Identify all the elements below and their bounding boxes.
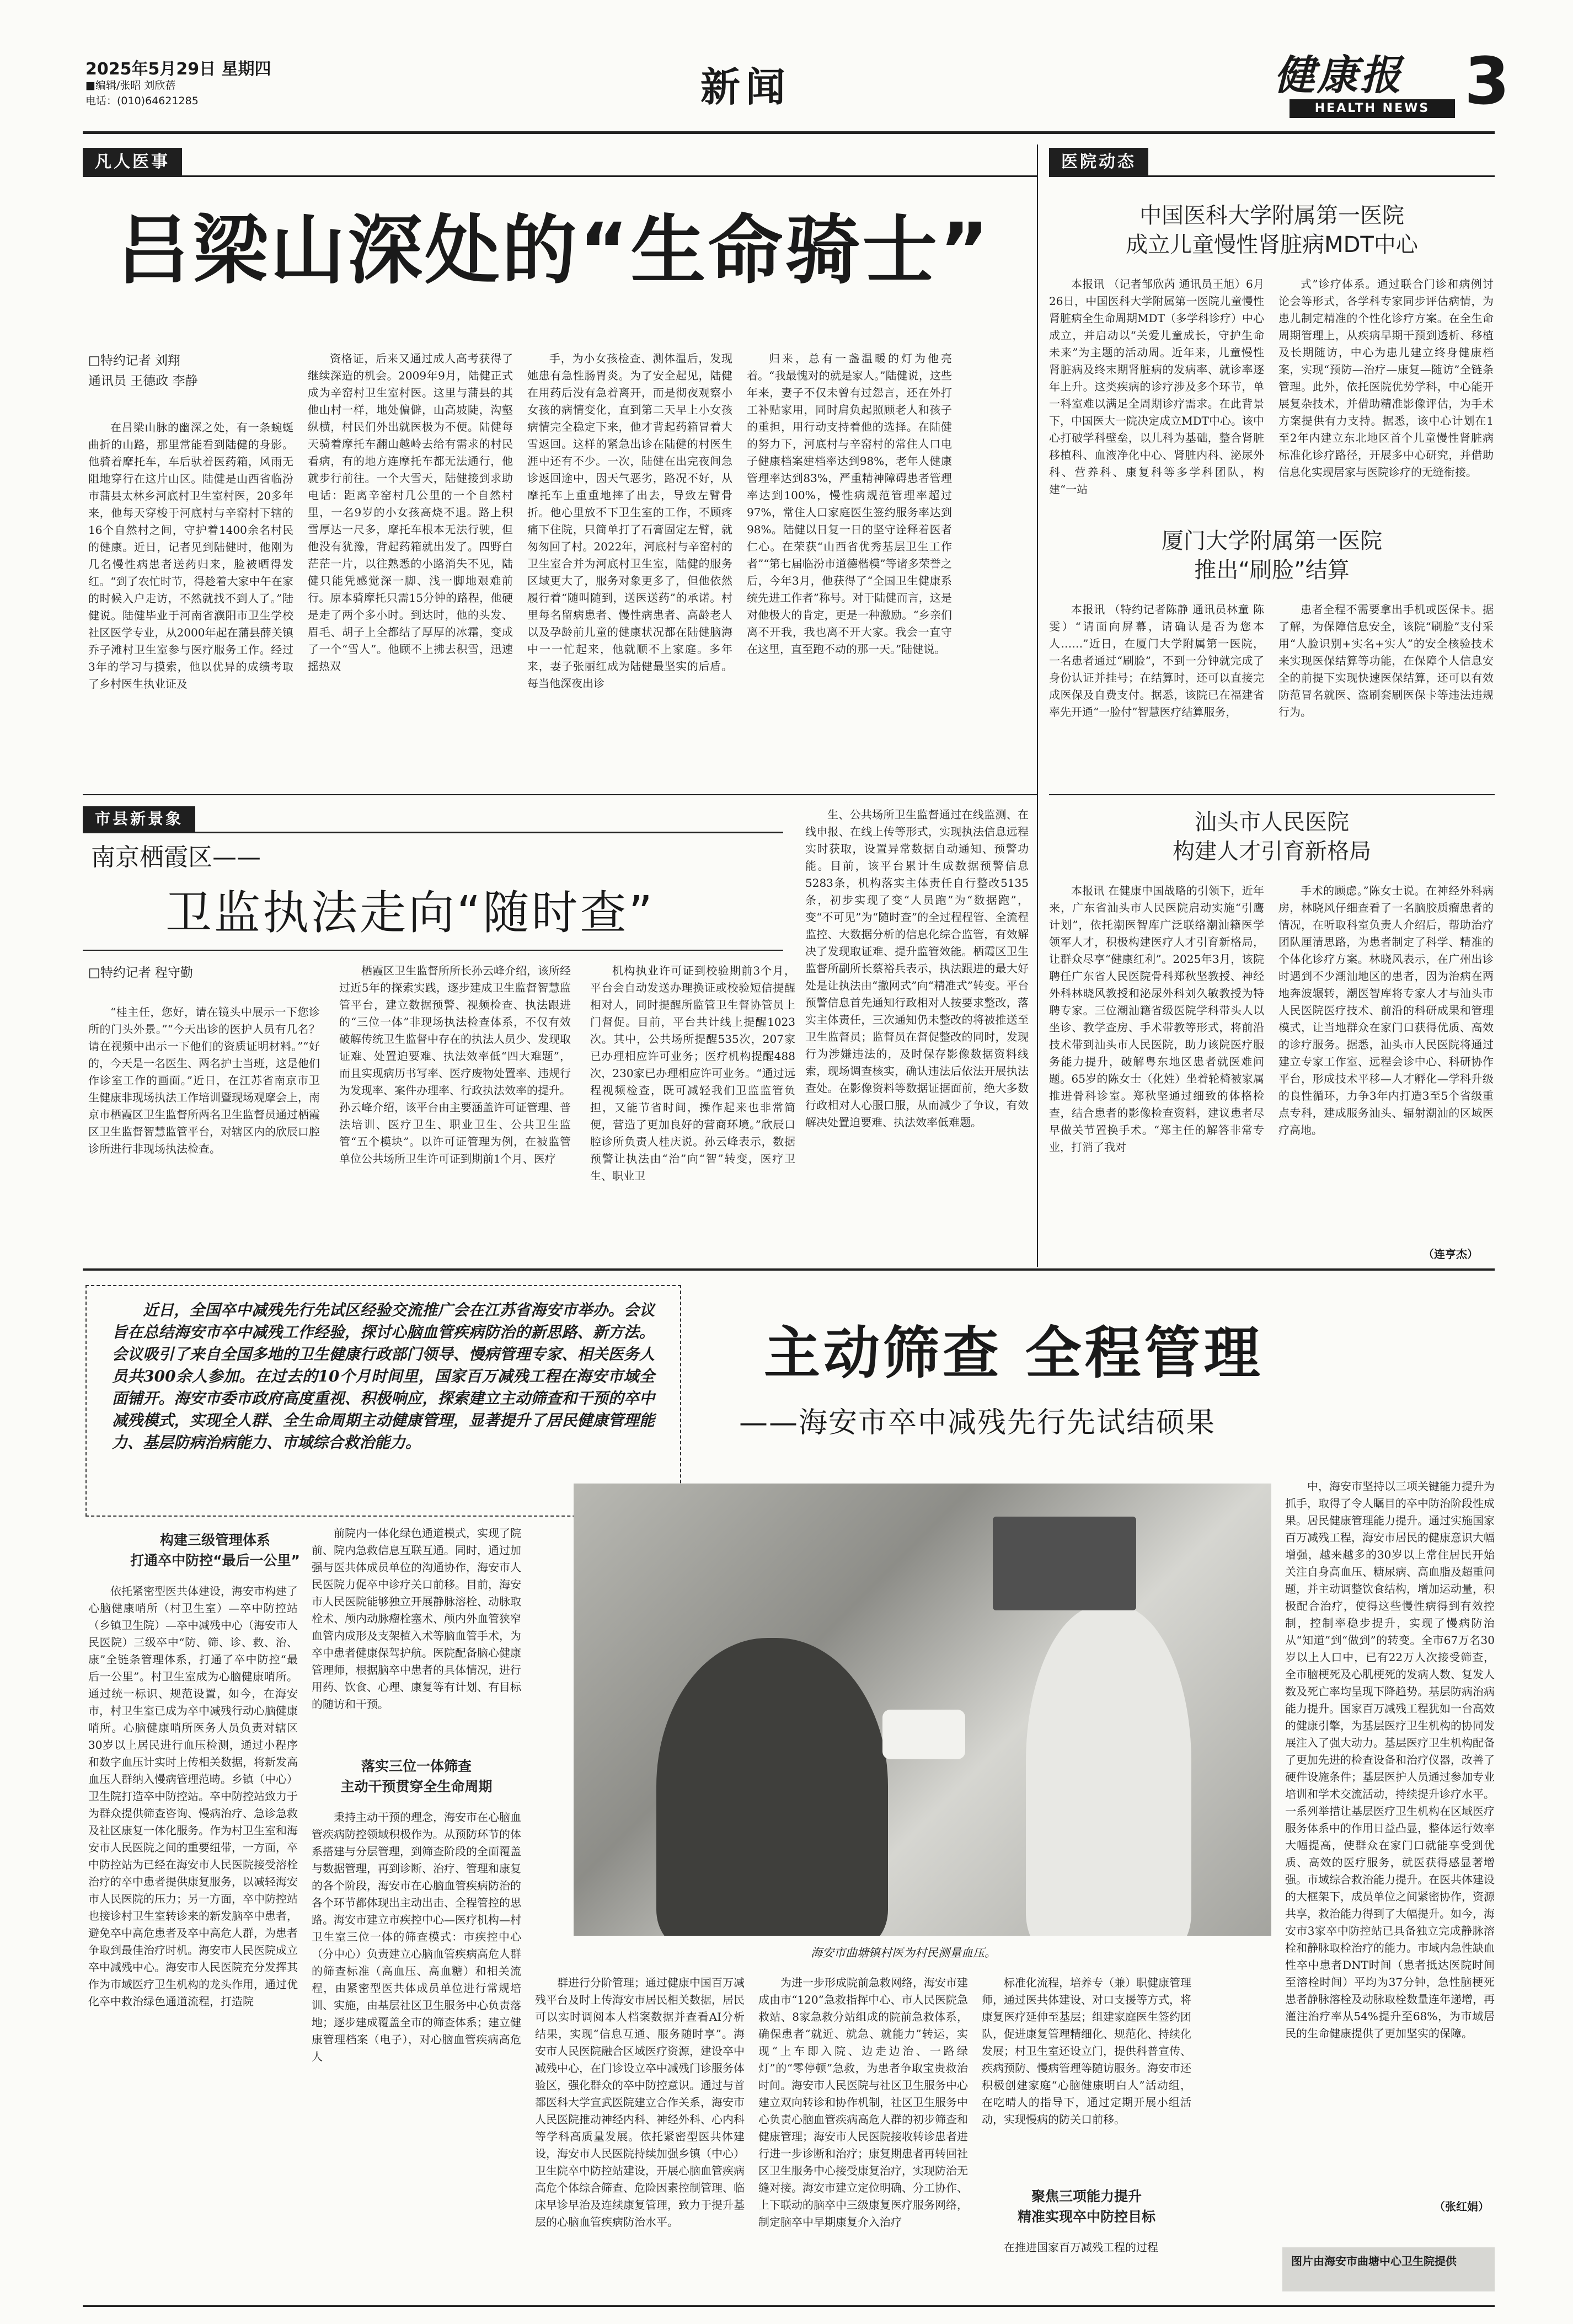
hospital2-headline-line1: 厦门大学附属第一医院 [1162,528,1382,554]
story4-column-b: 前院内一体化绿色通道模式，实现了院前、院内急救信息互联互通。同时，通过加强与医共体成员单位的沟通协作，海安市人民医院力促卒中诊疗关口前移。目前，海安市人民医院能够独立开展静脉溶栓、动脉取栓术、颅内动脉瘤栓塞术、颅内外血管狭窄血管内成形及支架植入术等脑血管手术，为卒中患者健康保驾护航。医院配备脑心健康管理师，根据脑卒中患者的具体情况，进行用药、饮食、心理、康复等有计划、有目标的随访和干预。 [312,1527,521,1711]
photo-patient-figure [656,1638,888,1936]
story4-subhead2-line2: 主动干预贯穿全生命周期 [340,1779,493,1795]
hospital1-column-2: 式”诊疗体系。通过联合门诊和病例讨论会等形式，各学科专家同步评估病情，为患儿制定精准的个性化诊疗方案。在全生命周期管理上，从疾病早期干预到透析、移植及长期随访，中心为患儿建立终身健康档案，实现“预防—治疗—康复—随访”全链条管理。此外，依托医院优势学科，中心能开展复杂技术，并借助精准影像评估，为手术方案提供有力支持。据悉，该中心计划在1至2年内建立东北地区首个儿童慢性肾脏病标准化诊疗路径，开展多中心研究，并借助信息化实现居家与医院诊疗的无缝衔接。 [1278,277,1494,479]
story3-column-3: 机构执业许可证到校验期前3个月，平台会自动发送办理换证或校验短信提醒相对人，同时提醒所监管卫生督协管员上门督促。目前，平台共计线上提醒1023次。其中，公共场所提醒535次，207家已办理相应许可业务；医疗机构提醒488次，230家已办理相应许可业务。“通过远程视频检查，既可减轻我们卫监监管负担，又能节省时间，操作起来也非常简便，营造了更加良好的营商环境。”欣辰口腔诊所负责人桂庆说。孙云峰表示，数据预警让执法由“治”向“智”转变，医疗卫生、职业卫 [590,964,795,1182]
story3-column-1: “桂主任，您好，请在镜头中展示一下您诊所的门头外景。”“今天出诊的医护人员有几名？请在视频中出示一下他们的资质证明材料。”“好的，今天是一名医生、两名护士当班，这是他们作诊室工作的画面。”近日，在江苏省南京市卫生健康非现场执法工作培训暨现场观摩会上，南京市栖霞区卫生监督所两名卫生监督员通过栖霞区卫生监督智慧监管平台，对辖区内的欣辰口腔诊所进行非现场执法检查。 [88,1005,320,1155]
story4-lead-text: 近日，全国卒中减残先行先试区经验交流推广会在江苏省海安市举办。会议旨在总结海安市卒中减残工作经验，探讨心脑血管疾病防治的新思路、新方法。会议吸引了来自全国多地的卫生健康行政部门领导、慢病管理专家、相关医务人员共300余人参加。在过去的10个月时间里，国家百万减残工程在海安市域全面铺开。海安市委市政府高度重视、积极响应，探索建立主动筛查和干预的卒中减残模式，实现全人群、全生命周期主动健康管理，显著提升了居民健康管理能力、基层防病治病能力、市域综合救治能力。 [112,1301,655,1452]
section-title: 新闻 [700,64,791,110]
story4-column-d: 群进行分阶管理；通过健康中国百万减残平台及时上传海安市居民相关数据，居民可以实时调阅本人档案数据并查看AI分析结果，实现“信息互通、服务随时享”。海安市人民医院融合区域医疗资源，建设卒中减残中心，在门诊设立卒中减残门诊服务体验区，强化群众的卒中防控意识。通过与首都医科大学宣武医院建立合作关系，海安市人民医院推动神经内科、神经外科、心内科等学科高质量发展。依托紧密型医共体建设，海安市人民医院持续加强乡镇（中心）卫生院卒中防控站建设，开展心脑血管疾病高危个体综合筛查、危险因素控制管理、临床早诊早治及连续康复管理，致力于提升基层的心脑血管疾病防治水平。 [535,1976,745,2229]
story4-subhead3-line2: 精准实现卒中防控目标 [1017,2209,1155,2225]
story4-column-e: 为进一步形成院前急救网络，海安市建成由市“120”急救指挥中心、市人民医院急救站、8家急救分站组成的院前急救体系，确保患者“就近、就急、就能力”转运，实现“上车即入院、边走边治、一路绿灯”的“零停顿”急救，为患者争取宝贵救治时间。海安市人民医院与社区卫生服务中心建立双向转诊和协作机制，社区卫生服务中心负责心脑血管疾病高危人群的初步筛查和健康管理；海安市人民医院接收转诊患者进行进一步诊断和治疗；康复期患者再转回社区卫生服务中心接受康复治疗，实现防治无缝对接。海安市建立定位明确、分工协作、上下联动的脑卒中三级康复医疗服务网络，制定脑卒中早期康复介入治疗 [758,1976,968,2229]
story1-title: 吕梁山深处的“生命骑士” [116,207,991,294]
story4-photo-caption: 海安市曲塘镇村医为村民测量血压。 [811,1946,996,1959]
hospital3-column-1: 本报讯 在健康中国战略的引领下，近年来，广东省汕头市人民医院启动实施“引鹰计划”，依托潮医智库广泛联络潮汕籍医学领军人才，积极构建医疗人才引育新格局，让群众尽享“健康红利”。2025年3月，该院聘任广东省人民医院骨科郑秋坚教授、神经外科林晓风教授和泌尿外科刘久敏教授为特聘专家。三位潮汕籍省级医院学科带头人以坐诊、教学查房、手术带教等形式，将前沿技术带到汕头市人民医院，助力该院医疗服务能力提升，破解粤东地区患者就医难问题。65岁的陈女士（化姓）坐着轮椅被家属推进骨科诊室。郑秋坚通过细致的体格检查，结合患者的影像检查资料，建议患者尽早做关节置换手术。“郑主任的解答非常专业，打消了我对 [1049,884,1264,1154]
photo-credit-text: 图片由海安市曲塘中心卫生院提供 [1291,2255,1457,2268]
hospital2-column-1: 本报讯 （特约记者陈静 通讯员林童 陈雯）“请面向屏幕，请确认是否为您本人……”近日，在厦门大学附属第一医院，一名患者通过“刷脸”，不到一分钟就完成了身份认证并挂号；在结算时，还可以直接完成医保及自费支付。据悉，该院已在福建省率先开通“一脸付”智慧医疗结算服务， [1049,603,1264,719]
story3-kicker: 市县新景象 [83,806,195,832]
editor-phone: 电话：(010)64621285 [85,95,199,107]
story1-kicker: 凡人医事 [83,148,182,176]
masthead-rule [83,131,1495,134]
story4-column-f-tail: 在推进国家百万减残工程的过程 [1004,2241,1158,2254]
story4-subhead1-line1: 构建三级管理体系 [159,1532,270,1548]
story4-photo-credit [1282,2247,1495,2291]
story4-column-c: 秉持主动干预的理念，海安市在心脑血管疾病防控领域积极作为。从预防环节的体系搭建与分层管理，到筛查阶段的全面覆盖与数据管理，再到诊断、治疗、管理和康复的各个阶段，海安市在心脑血管疾病防治的各个环节都体现出主动出击、全程管控的思路。海安市建立市疾控中心—医疗机构—村卫生室三位一体的筛查模式：市疾控中心（分中心）负责建立心脑血管疾病高危人群的筛查标准（高血压、高血糖）和相关流程，由紧密型医共体成员单位进行常规培训、实施，由基层社区卫生服务中心负责落地；逐步建成覆盖全市的筛查体系；建立健康管理档案（电子），对心脑血管疾病高危人 [312,1811,521,2063]
hospital1-headline-line2: 成立儿童慢性肾脏病MDT中心 [1126,232,1418,258]
photo-monitor-screen [993,1517,1136,1610]
hospital2-column-2: 患者全程不需要拿出手机或医保卡。据了解，为保障信息安全，该院“刷脸”支付采用“人脸识别+实名+实人”的安全核验技术来实现医保结算等功能，在保障个人信息安全的前提下实现快速医保结算，还可以有效防范冒名就医、盗刷套刷医保卡等违法违规行为。 [1278,603,1494,719]
story2-separator [1049,794,1495,795]
story1-column-3: 手，为小女孩检查、测体温后，发现她患有急性肠胃炎。为了安全起见，陆健在用药后没有急着离开，而是彻夜观察小女孩的病情变化，直到第二天早上小女孩病情完全稳定下来，他才背起药箱冒着大雪返回。这样的紧急出诊在陆健的村医生涯中还有不少。一次，陆健在出完夜间急诊返回途中，因天气恶劣，路况不好，从摩托车上重重地摔了出去，导致左臂骨折。他心里放不下卫生室的工作，不顾疼痛下住院，只简单打了石膏固定左臂，就匆匆回了村。2022年，河底村与辛窑村的卫生室合并为河底村卫生室，陆健的服务区域更大了，服务对象更多了，但他依然履行着“随叫随到，送医送药”的承诺。村里每名留病患者、慢性病患者、高龄老人以及孕龄前儿童的健康状况都在陆健脑海中一一忙起来，他就顺不上家庭。多年来，妻子张丽红成为陆健最坚实的后盾。每当他深夜出诊 [527,352,732,690]
masthead [0,0,1573,132]
story4-subhead1-line2: 打通卒中防控“最后一公里” [130,1552,300,1568]
story1-column-2: 资格证，后来又通过成人高考获得了继续深造的机会。2009年9月，陆健正式成为辛窑村卫生室村医。这里与蒲县的其他山村一样，地处偏僻，山高坡陡，沟壑纵横，村民们外出就医极为不便。陆健每天骑着摩托车翻山越岭去给有需求的村民看病，有的地方连摩托车都无法通行，他就步行前往。一个大雪天，陆健接到求助电话：距离辛窑村几公里的一个自然村里，一名9岁的小女孩高烧不退。路上积雪厚达一尺多，摩托车根本无法行驶，但他没有犹豫，背起药箱就出发了。四野白茫茫一片，以往熟悉的小路消失不见，陆健只能凭感觉深一脚、浅一脚地艰难前行。原本骑摩托只需15分钟的路程，他硬是走了两个多小时。到达时，他的头发、眉毛、胡子上全都结了厚厚的冰霜，变成了一个“雪人”。他顾不上拂去积雪，迅速摇热双 [308,352,513,673]
story4-subtitle: ——海安市卒中减残先行先试结硕果 [739,1406,1216,1439]
newspaper-logo: 健康报 [1274,52,1403,99]
story3-title: 卫监执法走向“随时查” [165,886,655,940]
hospital3-column-2: 手术的顾虑。”陈女士说。在神经外科病房，林晓风仔细查看了一名脑胶质瘤患者的情况，在听取科室负责人介绍后，帮助治疗团队厘清思路，为患者制定了科学、精准的个体化诊疗方案。林晓风表示，在广州出诊时遇到不少潮汕地区的患者，因为治病在两地奔波辗转，潮医智库将专家人才与汕头市人民医院医疗技术、前沿的科研成果和管理模式，让当地群众在家门口获得优质、高效的诊疗服务。据悉，汕头市人民医院将通过建立专家工作室、远程会诊中心、科研协作平台，形成技术平移—人才孵化—学科升级的良性循环，力争3年内打造3至5个省级重点专科，建成服务汕头、辐射潮汕的区域医疗高地。 [1278,884,1494,1137]
photo-bp-monitor [882,1710,965,1759]
story1-column-1: 在吕梁山脉的幽深之处，有一条蜿蜒曲折的山路，那里常能看到陆健的身影。他骑着摩托车，车后驮着医药箱，风雨无阻地穿行在这片山区。陆健是山西省临汾市蒲县太林乡河底村卫生室村医，20多年来，他每天穿梭于河底村与辛窑村下辖的16个自然村之间，守护着1400余名村民的健康。近日，记者见到陆健时，他刚为几名慢性病患者送药归来，脸被晒得发红。“到了农忙时节，得趁着大家中午在家的时候入户走访，不然就找不到人了。”陆健说。陆健毕业于河南省濮阳市卫生学校社区医学专业，从2000年起在蒲县薛关镇乔子滩村卫生室参与医疗服务工作。经过3年的学习与摸索，他以优异的成绩考取了乡村医生执业证及 [88,421,293,690]
story3-title-rule [83,950,783,951]
page-number: 3 [1464,43,1510,119]
story4-top-rule [83,1268,1495,1271]
story4-author: （张红娟） [1434,2200,1489,2213]
story3-column-4: 生、公共场所卫生监督通过在线监测、在线申报、在线上传等形式，实现执法信息远程实时获取，设置异常数据自动通知、预警功能。目前，该平台累计生成数据预警信息5283条，机构落实主体责任自行整改5135条，初步实现了变“人员跑”为“数据跑”，变“不可见”为“随时查”的全过程程管、全流程监控、大数据分析的信息化综合监管，有效解决了发现取证难、提升监管效能。栖霞区卫生监督所副所长蔡裕兵表示，执法跟进的最大好处是让执法由“撒网式”向“精准式”转变。平台预警信息首先通知行政相对人按要求整改，落实主体责任，三次通知仍未整改的将被推送至卫生监督员；监督员在督促整改的同时，发现行为涉嫌违法的，及时保存影像数据资料线索，现场调查核实，确认违法后依法开展执法查处。在影像资料等数据证据面前，绝大多数行政相对人心服口服，从而减少了争议，有效解决处置迫要难、执法效率低难题。 [805,808,1029,1129]
photo-doctor-figure [1026,1605,1191,1936]
story4-column-g: 中，海安市坚持以三项关键能力提升为抓手，取得了令人瞩目的卒中防治阶段性成果。居民健康管理能力提升。通过实施国家百万减残工程，海安市居民的健康意识大幅增强，越来越多的30岁以上常住居民开始关注自身高血压、糖尿病、高血脂及超重问题，并主动调整饮食结构，增加运动量，积极配合治疗，使得这些慢性病得到有效控制，控制率稳步提升，实现了慢病防治从“知道”到“做到”的转变。全市67万名30岁以上人口中，已有22万人次接受筛查，全市脑梗死及心肌梗死的发病人数、复发人数及死亡率均呈现下降趋势。基层防病治病能力提升。国家百万减残工程犹如一台高效的健康引擎，为基层医疗卫生机构的协同发展注入了强大动力。基层医疗卫生机构配备了更加先进的检查设备和治疗仪器，改善了硬件设施条件；基层医护人员通过参加专业培训和学术交流活动，持续提升诊疗水平。一系列举措让基层医疗卫生机构在区域医疗服务体系中的作用日益凸显，整体运行效率大幅提高，使群众在家门口就能享受到优质、高效的医疗服务，就医获得感显著增强。市域综合救治能力提升。在医共体建设的大框架下，成员单位之间紧密协作，资源共享，救治能力得到了大幅提升。如今，海安市3家卒中防控站已具备独立完成静脉溶栓和静脉取栓治疗的能力。市域内急性缺血性卒中患者DNT时间（患者抵达医院时间至溶栓时间）平均为37分钟，急性脑梗死患者静脉溶栓及动脉取栓数量连年递增，再灌注治疗率从54%提升至68%，为市域居民的生命健康提供了更加坚实的保障。 [1285,1480,1495,2040]
story1-kicker-rule [83,175,1037,177]
hospital3-author: （连亨杰） [1423,1247,1478,1261]
hospital1-column-1: 本报讯 （记者邹欣芮 通讯员王旭）6月26日，中国医科大学附属第一医院儿童慢性肾脏病全生命周期MDT（多学科诊疗）中心成立，并启动以“关爱儿童成长，守护生命未来”为主题的活动周。近年来，儿童慢性肾脏病及终末期肾脏病的发病率、就诊率逐年上升。这类疾病的诊疗涉及多个环节，单一科室难以满足全周期诊疗需求。在此背景下，中国医大一院决定成立MDT中心。该中心打破学科壁垒，以儿科为基础，整合肾脏移植科、血液净化中心、肾脏内科、泌尿外科、营养科、康复科等多学科团队，构建“一站 [1049,277,1264,496]
story4-photo [574,1484,1271,1936]
story4-subhead2-line1: 落实三位一体筛查 [361,1758,472,1774]
story4-lead-box [85,1285,681,1517]
story2-kicker: 医院动态 [1049,148,1148,176]
newspaper-logo-en: HEALTH NEWS [1290,99,1455,118]
story4-title: 主动筛查 全程管理 [764,1321,1264,1386]
story3-pre-title: 南京栖霞区—— [91,843,261,871]
hospital3-headline-line2: 构建人才引育新格局 [1173,839,1371,864]
story4-column-a: 依托紧密型医共体建设，海安市构建了心脑健康哨所（村卫生室）—卒中防控站（乡镇卫生院）—卒中减残中心（海安市人民医院）三级卒中“防、筛、诊、救、治、康”全链条管理体系，打通了卒中防控“最后一公里”。村卫生室成为心脑健康哨所。通过统一标识、规范设置，如今，在海安市，村卫生室已成为卒中减残行动心脑健康哨所。心脑健康哨所医务人员负责对辖区30岁以上居民进行血压检测，通过小程序和数字血压计实时上传相关数据，将新发高血压人群纳入慢病管理范畴。乡镇（中心）卫生院打造卒中防控站。卒中防控站致力于为群众提供筛查咨询、慢病治疗、急诊急救及社区康复一体化服务。作为村卫生室和海安市人民医院之间的重要纽带，一方面，卒中防控站为已经在海安市人民医院接受溶栓治疗的卒中患者提供康复服务，以减轻海安市人民医院的压力；另一方面，卒中防控站也接诊村卫生室转诊来的新发脑卒中患者，避免卒中高危患者及卒中高危人群，为患者争取到最佳治疗时机。海安市人民医院成立卒中减残中心。海安市人民医院充分发挥其作为市域医疗卫生机构的龙头作用，通过优化卒中救治绿色通道流程，打造院 [88,1584,298,2008]
story1-column-4: 归来，总有一盏温暖的灯为他亮着。“我最愧对的就是家人。”陆健说，这些年来，妻子不仅未曾有过怨言，还在外打工补贴家用，同时肩负起照顾老人和孩子的重担，用行动支持着他的选择。在陆健的努力下，河底村与辛窑村的常住人口电子健康档案建档率达到98%，老年人健康管理率达到83%，严重精神障碍患者管理率达到100%，慢性病规范管理率超过97%，常住人口家庭医生签约服务率达到98%。陆健以日复一日的坚守诠释着医者仁心。在荣获“山西省优秀基层卫生工作者”“第七届临汾市道德楷模”等诸多荣誉之后，今年3月，他获得了“全国卫生健康系统先进工作者”称号。对于陆健而言，这是对他极大的肯定，更是一种激励。“乡亲们离不开我，我也离不开大家。我会一直守在这里，直至跑不动的那一天。”陆健说。 [747,352,952,656]
hospital2-headline-line2: 推出“刷脸”结算 [1194,558,1350,583]
story3-kicker-rule [83,832,783,833]
editor-credit: ■编辑/张昭 刘欣蓓 [85,79,176,92]
story1-byline-reporter: □特约记者 刘翔 [88,354,181,368]
vertical-divider-top [1037,144,1038,1267]
story2-kicker-rule [1049,175,1495,177]
issue-date: 2025年5月29日 星期四 [85,60,271,79]
story3-top-rule [83,794,1037,795]
story1-byline-correspondents: 通讯员 王德政 李静 [88,374,198,388]
story4-subhead3-line1: 聚焦三项能力提升 [1031,2188,1142,2204]
story3-column-2: 栖霞区卫生监督所所长孙云峰介绍，该所经过近5年的探索实践，逐步建成卫生监督智慧监管平台，建立数据预警、视频检查、执法跟进的“三位一体”非现场执法检查体系，不仅有效破解传统卫生监督中存在的执法人员少、发现取证难、处置迫要难、执法效率低“四大难题”，而且实现病历书写率、医疗废物处置率、违规行为发现率、案件办理率、行政执法效率的提升。孙云峰介绍，该平台由主要涵盖许可证管理、普法培训、医疗卫生、职业卫生、公共卫生监管“五个模块”。以许可证管理为例，在被监管单位公共场所卫生许可证到期前1个月、医疗 [339,964,571,1165]
hospital3-headline-line1: 汕头市人民医院 [1195,810,1349,835]
story3-byline: □特约记者 程守勤 [88,966,194,980]
bottom-rule [83,2305,1495,2307]
story4-column-f: 标准化流程，培养专（兼）职健康管理师，通过医共体建设、对口支援等方式，将康复医疗延伸至基层；组建家庭医生签约团队，促进康复管理精细化、规范化、持续化发展；村卫生室还设立门，提供科普宣传、疾病预防、慢病管理等随访服务。海安市还积极创建家庭“心脑健康明白人”活动组，在吃晴人的指导下，通过定期开展小组活动，实现慢病的防关口前移。 [982,1976,1191,2126]
hospital1-headline-line1: 中国医科大学附属第一医院 [1139,203,1404,228]
